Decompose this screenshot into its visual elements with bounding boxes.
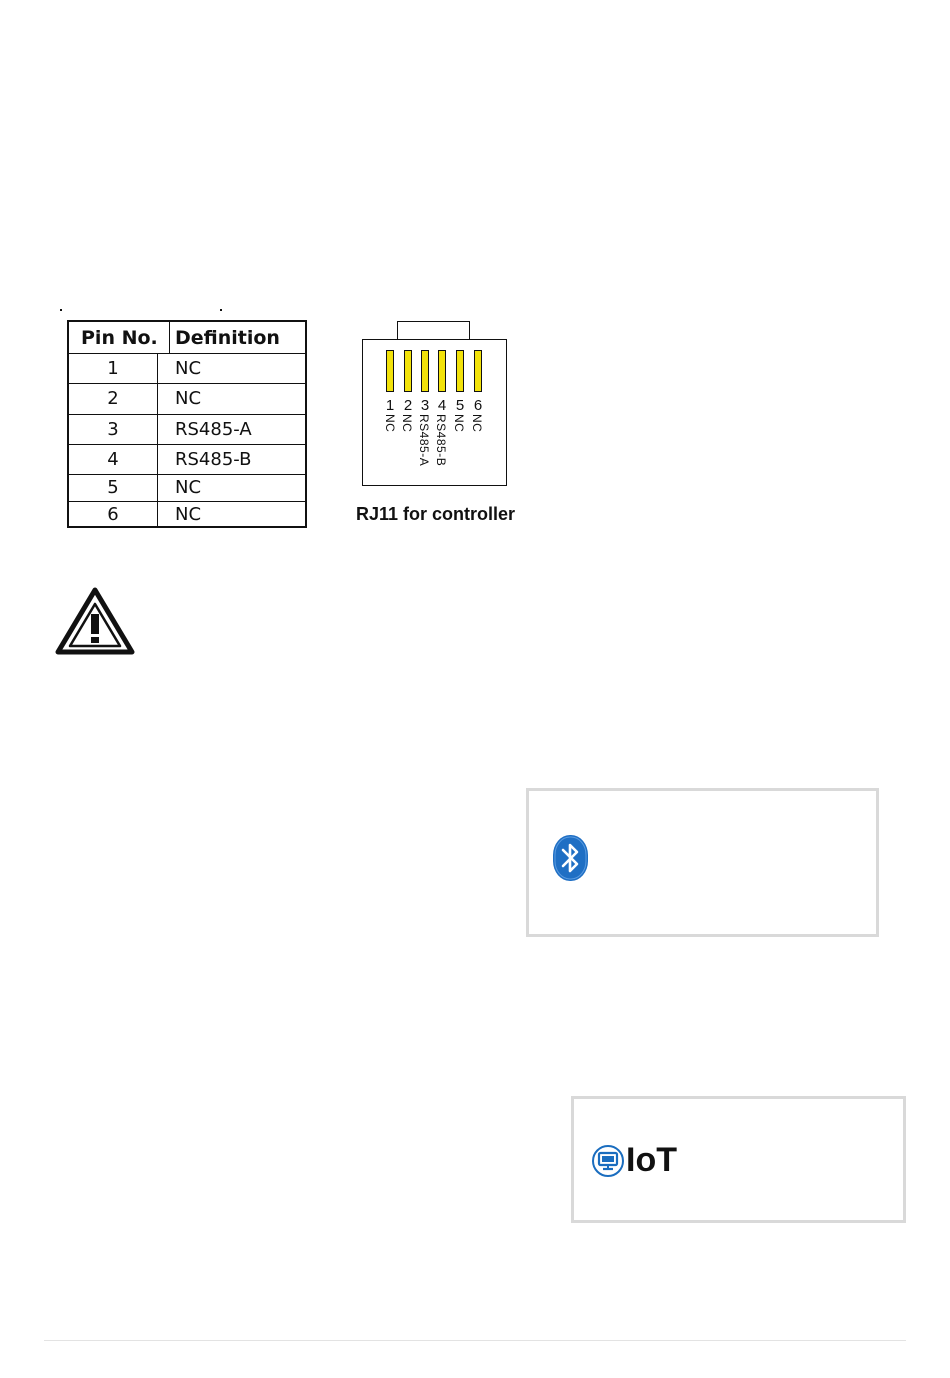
pin-definition: NC	[175, 477, 202, 498]
header-definition: Definition	[175, 326, 280, 349]
pin-definition: NC	[175, 357, 202, 379]
rj11-pin-number: 5	[455, 397, 465, 414]
rj11-pin-contact	[474, 350, 482, 392]
rj11-latch-tab	[397, 321, 470, 340]
table-row	[69, 444, 305, 475]
rj11-caption: RJ11 for controller	[356, 504, 516, 524]
warning-triangle-icon	[55, 586, 135, 656]
iot-label: IoT	[626, 1141, 677, 1179]
rj11-pin-contact	[404, 350, 412, 392]
pin-number: 3	[69, 414, 158, 444]
rj11-pin-number: 4	[437, 397, 447, 414]
rj11-pin-number: 1	[385, 397, 395, 414]
rj11-pin-label: RS485-B	[434, 414, 448, 467]
pin-definition: NC	[175, 388, 202, 409]
pin-number: 2	[69, 383, 158, 414]
rj11-pin-contact	[456, 350, 464, 392]
rj11-pin-label: NC	[470, 414, 484, 433]
table-row	[69, 474, 305, 502]
table-row	[69, 414, 305, 445]
rj11-pin-label: NC	[452, 414, 466, 433]
table-row	[69, 353, 305, 384]
header-pin-no: Pin No.	[69, 322, 170, 353]
pin-number: 1	[69, 353, 158, 383]
pin-definition: RS485-A	[175, 418, 252, 440]
rj11-pin-number: 3	[420, 397, 430, 414]
pin-number: 4	[69, 444, 158, 474]
rj11-pin-number: 6	[473, 397, 483, 414]
bluetooth-icon	[552, 834, 589, 882]
pin-number: 5	[69, 474, 158, 501]
rj11-pin-label: RS485-A	[417, 414, 431, 467]
rj11-pin-contact	[421, 350, 429, 392]
pin-definition-table	[67, 320, 307, 528]
pin-number: 6	[69, 501, 158, 528]
rj11-pin-label: NC	[383, 414, 397, 433]
iot-monitor-icon	[592, 1145, 624, 1177]
stray-dot-left	[60, 309, 62, 311]
rj11-pin-number: 2	[403, 397, 413, 414]
table-row	[69, 501, 305, 528]
stray-dot-right	[220, 309, 222, 311]
pin-definition: NC	[175, 504, 202, 525]
rj11-pin-contact	[438, 350, 446, 392]
rj11-pin-label: NC	[400, 414, 414, 433]
footer-divider	[44, 1340, 906, 1341]
rj11-pin-contact	[386, 350, 394, 392]
pin-definition: RS485-B	[175, 448, 252, 470]
table-header-row	[69, 322, 305, 354]
table-row	[69, 383, 305, 415]
